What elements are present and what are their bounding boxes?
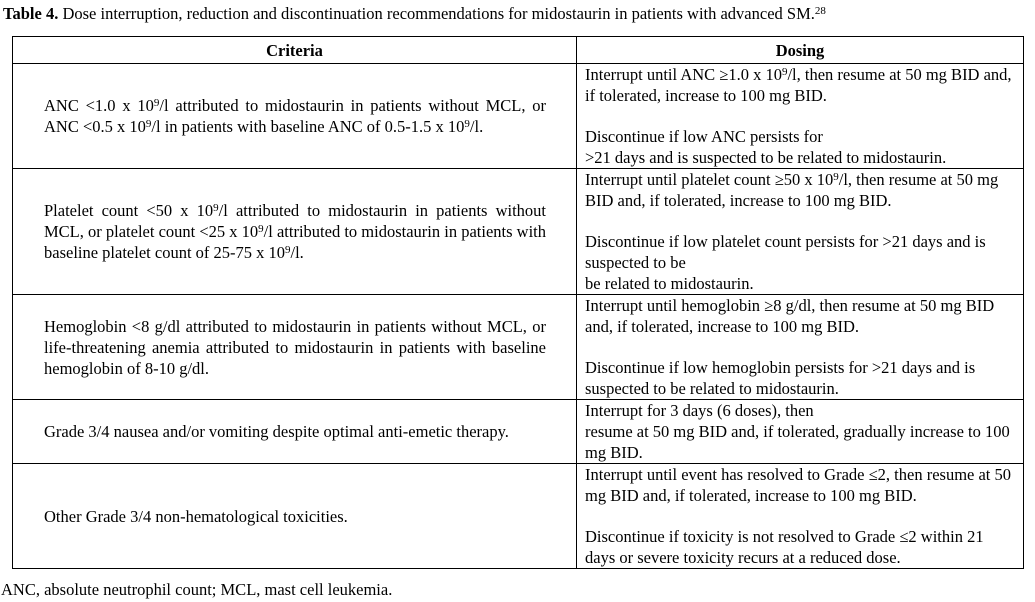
dosing-cell <box>577 295 1024 400</box>
criteria-cell: Grade 3/4 nausea and/or vomiting despite optimal anti-emetic therapy. <box>13 400 577 464</box>
criteria-cell: Hemoglobin <8 g/dl attributed to midostaurin in patients without MCL, or life-threatening anemia attributed to midostaurin in patients with baseline hemoglobin of 8-10 g/dl. <box>13 295 577 400</box>
dosing-paragraph: Interrupt until ANC ≥1.0 x $10^9/l$, then resume at 50 mg BID and, if tolerated, increase to 100 mg BID. <box>585 65 1012 105</box>
dosing-cell <box>577 464 1024 569</box>
table-row <box>13 400 1024 464</box>
criteria-header: Criteria <box>13 37 577 64</box>
dosing-paragraph: Discontinue if low ANC persists for >21 days and is suspected to be related to midostaurin. <box>585 127 947 167</box>
dosing-paragraph: Discontinue if low platelet count persists for >21 days and is suspected to be be related to midostaurin. <box>585 232 986 293</box>
table-title: Dose interruption, reduction and discontinuation recommendations for midostaurin in patients with advanced SM. <box>58 4 815 23</box>
table-row <box>13 295 1024 400</box>
dosing-cell <box>577 64 1024 169</box>
dosing-paragraph: Discontinue if low hemoglobin persists for >21 days and is suspected to be related to midostaurin. <box>585 358 976 398</box>
dosing-paragraph: Interrupt until hemoglobin ≥8 g/dl, then resume at 50 mg BID and, if tolerated, increase to 100 mg BID. <box>585 296 995 336</box>
paragraph-spacer <box>585 506 1013 526</box>
paragraph-spacer <box>585 106 1013 126</box>
footnote: ANC, absolute neutrophil count; MCL, mast cell leukemia. <box>1 580 393 599</box>
table-row <box>13 169 1024 295</box>
dosing-header: Dosing <box>577 37 1024 64</box>
table-label: Table 4. <box>3 4 59 23</box>
reference-number: 28 <box>814 5 826 17</box>
criteria-cell: Platelet count <50 x $10^9/l$ attributed to midostaurin in patients without MCL, or platelet count <25 x $10^9/l$ attributed to midostaurin in patients with baseline platelet count of 25-75 x $10^9/l$. <box>13 169 577 295</box>
criteria-cell: Other Grade 3/4 non-hematological toxicities. <box>13 464 577 569</box>
paragraph-spacer <box>585 337 1013 357</box>
dosing-paragraph: Interrupt until event has resolved to Grade ≤2, then resume at 50 mg BID and, if tolerated, increase to 100 mg BID. <box>585 465 1012 505</box>
dosing-table <box>12 36 1024 569</box>
dosing-cell <box>577 169 1024 295</box>
table-caption <box>3 4 1028 24</box>
paragraph-spacer <box>585 211 1013 231</box>
dosing-paragraph: Interrupt for 3 days (6 doses), then resume at 50 mg BID and, if tolerated, gradually increase to 100 mg BID. <box>585 401 1010 462</box>
dosing-paragraph: Discontinue if toxicity is not resolved to Grade ≤2 within 21 days or severe toxicity recurs at a reduced dose. <box>585 527 984 567</box>
header-row <box>13 37 1024 64</box>
criteria-cell: ANC <1.0 x $10^9/l$ attributed to midostaurin in patients without MCL, or ANC <0.5 x $10^9/l$ in patients with baseline ANC of 0.5-1.5 x $10^9/l$. <box>13 64 577 169</box>
dosing-paragraph: Interrupt until platelet count ≥50 x $10^9/l$, then resume at 50 mg BID and, if tolerated, increase to 100 mg BID. <box>585 170 999 210</box>
table-row <box>13 464 1024 569</box>
table-row <box>13 64 1024 169</box>
dosing-cell <box>577 400 1024 464</box>
